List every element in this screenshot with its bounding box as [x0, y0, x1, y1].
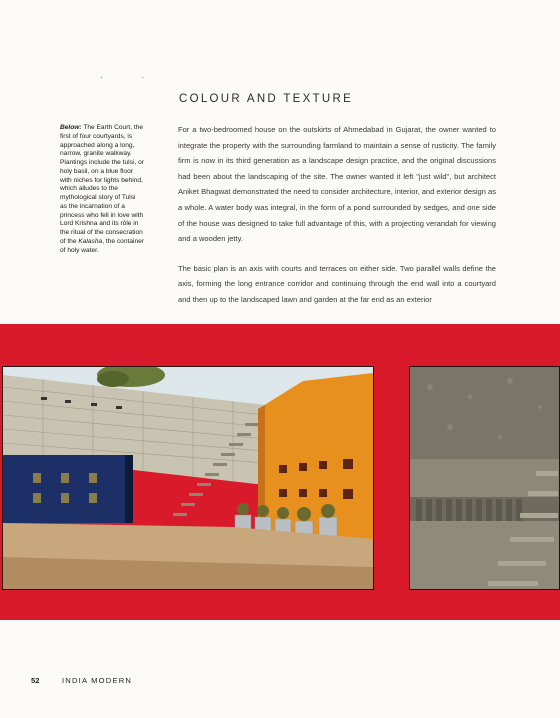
book-title: INDIA MODERN [62, 676, 133, 685]
photo-caption [60, 124, 144, 255]
stone-wall-photo [409, 366, 560, 590]
decorative-marks: · · [100, 72, 163, 82]
courtyard-photo-graphic [3, 367, 373, 589]
courtyard-photo [2, 366, 374, 590]
section-heading: COLOUR AND TEXTURE [179, 93, 354, 105]
body-paragraph-2: The basic plan is an axis with courts and terraces on either side. Two parallel walls define the axis, forming the long entrance corridor and continuing through the end wall into a courtyard and then up to the landscaped lawn and garden at the far end as an exterior [178, 263, 496, 304]
stone-wall-photo-graphic [410, 367, 559, 589]
caption-text: The Earth Court, the first of four courtyards, is approached along a long, narrow, granite walkway. Plantings include the tulsi, or holy basil, on a blue floor with niches for lights behind, which alludes to the mythological story of Tulsi as the incarnation of a princess who fell in love with Lord Krishna and its rôle in the ritual of the consecration of the [60, 124, 144, 245]
caption-italic-word: Kalasha [78, 237, 103, 245]
caption-text-end: , the container of holy water. [60, 237, 144, 254]
page-number: 52 [31, 676, 40, 685]
body-paragraph-1: For a two-bedroomed house on the outskirts of Ahmedabad in Gujarat, the owner wanted to integrate the property with the surrounding farmland to maintain a sense of rusticity. The family firm is now in its third generation as a landscape design practice, and the original discussions had been about the landscaping of the site. The owner wanted it left "just wild", but architect Aniket Bhagwat demonstrated the need to consider architecture, interior, and exterior design as a whole. A water body was integral, in the form of a pond surrounded by sedges, and one side of the house was designed to take full advantage of this, with a projecting verandah for viewing and a wooden jetty. [178, 125, 496, 244]
caption-lead: Below: [60, 124, 82, 131]
body-text [178, 122, 496, 322]
